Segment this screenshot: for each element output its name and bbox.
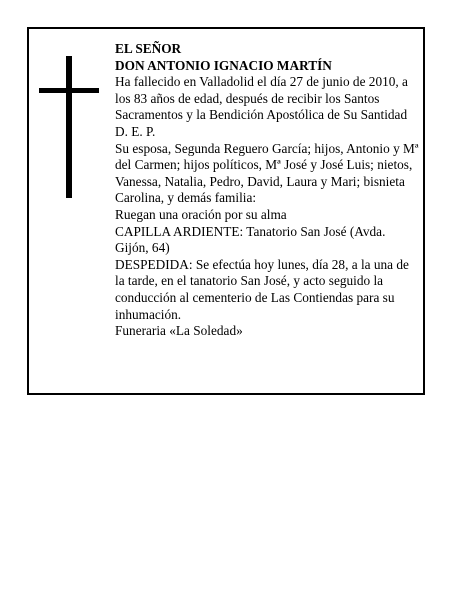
death-announcement: Ha fallecido en Valladolid el día 27 de junio de 2010, a los 83 años de edad, después de recibir los Santos Sacramentos y la Bendición Apostólica de Su Santidad D. E. P. (115, 74, 408, 139)
cross-icon (39, 56, 99, 198)
funeral-home: Funeraria «La Soledad» (115, 323, 243, 339)
cross-horizontal-bar (39, 88, 99, 93)
family-list: Su esposa, Segunda Reguero García; hijos, Antonio y Mª del Carmen; hijos políticos, Mª José y José Luis; nietos, Vanessa, Natalia, Pedro, David, Laura y Mari; bisnieta Carolina, y demás familia: (115, 140, 419, 206)
chapel-info: CAPILLA ARDIENTE: Tanatorio San José (Avda. Gijón, 64) (115, 223, 386, 256)
cross-vertical-bar (66, 56, 72, 198)
farewell-info: DESPEDIDA: Se efectúa hoy lunes, día 28, a la una de la tarde, en el tanatorio San José, y acto seguido la conducción al cementerio de Las Contiendas para su inhumación. (115, 256, 409, 322)
prayer-request: Ruegan una oración por su alma (115, 206, 287, 222)
notice-title: EL SEÑOR (115, 41, 182, 56)
obituary-notice (27, 27, 425, 395)
notice-text (115, 41, 421, 340)
deceased-name: DON ANTONIO IGNACIO MARTÍN (115, 57, 332, 73)
